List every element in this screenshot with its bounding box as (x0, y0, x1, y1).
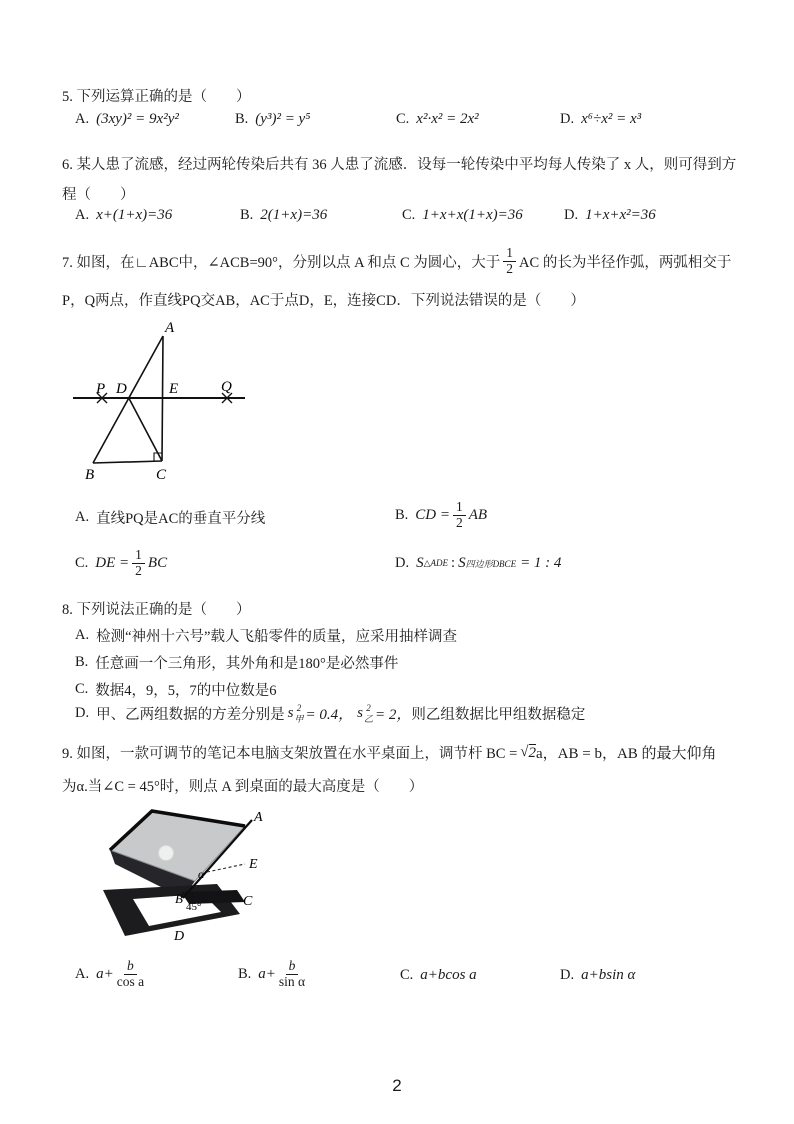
variance-exponent: 2 (296, 703, 302, 714)
q7-option-b (395, 492, 487, 538)
q6-option-c (402, 207, 523, 224)
q8-option-d (75, 703, 585, 724)
variance-supsub (364, 703, 373, 724)
option-label: D. (560, 967, 575, 983)
figure1-label-d: D (116, 381, 127, 397)
fraction-numerator: b (124, 959, 137, 975)
option-label: A. (75, 965, 90, 982)
q6-option-d (564, 207, 656, 224)
ratio-colon: : (451, 555, 456, 571)
fraction-numerator: b (286, 959, 299, 975)
figure2-label-d: D (174, 929, 185, 944)
option-formula: (3xy)² = 9x²y² (96, 111, 179, 127)
option-label: C. (75, 681, 89, 697)
option-label: C. (396, 111, 410, 127)
q9-text-pre: 9. 如图，一款可调节的笔记本电脑支架放置在水平桌面上，调节杆 BC = (62, 746, 518, 762)
option-label: B. (238, 965, 252, 982)
q9-option-c (400, 967, 477, 984)
q9-option-a (75, 950, 147, 998)
option-pre: a+ (258, 965, 276, 982)
option-label: B. (240, 207, 254, 223)
q5-option-a (75, 111, 179, 128)
fraction-denominator: 2 (135, 562, 142, 578)
option-text: 任意画一个三角形，其外角和是180°是必然事件 (95, 656, 399, 672)
question-9-line1 (62, 742, 717, 763)
figure2-label-a: A (254, 810, 263, 825)
fraction (453, 500, 466, 531)
side-ac (162, 336, 163, 461)
option-formula: x+(1+x)=36 (96, 207, 173, 223)
figure2-label-e: E (249, 857, 258, 872)
fraction (132, 548, 145, 579)
laptop-stand-figure (95, 806, 305, 956)
option-label: C. (75, 554, 89, 571)
option-pre: CD = (415, 506, 451, 523)
option-label: B. (75, 654, 89, 670)
option-formula: a+bcos a (420, 967, 477, 983)
variance-value: = 2， (374, 707, 412, 723)
q5-option-b (235, 111, 310, 128)
fraction-denominator: sin α (278, 973, 306, 989)
question-9-line2: 为α.当∠C = 45°时，则点 A 到桌面的最大高度是（ ） (62, 779, 424, 795)
area-symbol: S (416, 555, 424, 571)
side-bc (93, 461, 162, 463)
question-6-line1: 6. 某人患了流感，经过两轮传染后共有 36 人患了流感．设每一轮传染中平均每人传染了 x 人，则可得到方 (62, 157, 737, 173)
q9-option-b (238, 950, 308, 998)
q7-option-d (395, 555, 561, 572)
figure1-label-a: A (165, 320, 175, 336)
q7-fraction (503, 246, 516, 277)
variance-supsub (294, 703, 303, 724)
area-subscript: △ADE (423, 558, 449, 568)
fraction-numerator: 1 (132, 548, 145, 564)
option-text: 数据4，9，5，7的中位数是6 (95, 683, 277, 699)
q7-option-c (75, 540, 167, 586)
option-formula: a+bsin α (581, 967, 636, 983)
figure1-label-b: B (85, 467, 95, 483)
figure1-label-q: Q (221, 379, 232, 395)
fraction-denominator: 2 (456, 514, 463, 530)
option-label: D. (564, 207, 579, 223)
variance-symbol: s (287, 705, 294, 721)
q9-text-post: a，AB = b，AB 的最大仰角 (536, 746, 717, 762)
option-post: AB (468, 506, 488, 523)
variance-value: = 0.4， (305, 707, 354, 723)
option-pre: 甲、乙两组数据的方差分别是 (96, 707, 285, 723)
figure2-label-alpha: α (198, 867, 205, 881)
option-formula: 1+x+x²=36 (585, 207, 656, 223)
option-label: B. (235, 111, 249, 127)
option-label: C. (402, 207, 416, 223)
figure1-label-c: C (156, 467, 167, 483)
figure1-label-e: E (169, 381, 179, 397)
fraction-numerator: 1 (453, 500, 466, 516)
figure2-label-b: B (175, 891, 183, 906)
option-formula: x²·x² = 2x² (416, 111, 479, 127)
option-post: 则乙组数据比甲组数据稳定 (411, 707, 586, 723)
option-pre: a+ (96, 965, 114, 982)
variance-exponent: 2 (366, 703, 371, 714)
area-symbol: S (458, 555, 466, 571)
variance-subscript: 甲 (294, 713, 304, 724)
option-label: A. (75, 111, 90, 127)
fraction (117, 959, 144, 990)
option-text: 检测“神州十六号”载人飞船零件的质量，应采用抽样调查 (96, 629, 457, 645)
option-label: C. (400, 967, 414, 983)
question-7-line2: P，Q两点，作直线PQ交AB，AC于点D，E，连接CD．下列说法错误的是（ ） (62, 293, 585, 309)
q6-option-b (240, 207, 327, 224)
radical-sign: √ (520, 744, 529, 760)
q6-option-a (75, 207, 172, 224)
q9-option-d (560, 967, 635, 984)
question-6-line2: 程（ ） (62, 187, 135, 203)
ratio-value: = 1 : 4 (520, 555, 562, 571)
question-8-title: 8. 下列说法正确的是（ ） (62, 602, 251, 618)
variance-symbol: s (357, 705, 363, 721)
fraction-numerator: 1 (503, 246, 516, 262)
q7-option-a (75, 507, 265, 528)
option-label: A. (75, 509, 90, 525)
figure1-label-p: P (96, 381, 106, 397)
fraction-denominator: 2 (506, 260, 514, 276)
variance-subscript: 乙 (363, 713, 373, 724)
radicand: 2 (528, 744, 537, 761)
option-formula: 1+x+x(1+x)=36 (422, 207, 523, 223)
figure2-label-c: C (243, 894, 253, 909)
option-label: A. (75, 627, 90, 643)
page-number: 2 (392, 1076, 402, 1095)
q7-text-post: AC 的长为半径作弧，两弧相交于 (519, 254, 732, 271)
option-formula: x⁶÷x² = x³ (581, 111, 642, 127)
option-post: BC (147, 554, 168, 571)
option-label: D. (560, 111, 575, 127)
segment-dc (129, 398, 162, 461)
figure2-label-45deg: 45° (186, 901, 202, 913)
q7-text-pre: 7. 如图，在∟ABC中，∠ACB=90°，分别以点 A 和点 C 为圆心，大于 (62, 254, 501, 271)
option-label: A. (75, 207, 90, 223)
q5-option-d (560, 111, 641, 128)
option-pre: DE = (95, 554, 130, 571)
option-label: B. (395, 506, 409, 523)
option-formula: 2(1+x)=36 (260, 207, 328, 223)
fraction-denominator: cos a (116, 973, 145, 989)
q8-option-a (75, 625, 457, 646)
geometry-figure (60, 320, 270, 488)
laptop-logo (159, 846, 174, 861)
q8-option-b (75, 652, 398, 673)
question-5-title: 5. 下列运算正确的是（ ） (62, 89, 251, 105)
q5-option-c (396, 111, 479, 128)
question-7-line1 (62, 240, 731, 282)
option-label: D. (395, 555, 410, 571)
option-label: D. (75, 705, 90, 721)
fraction (279, 959, 305, 990)
area-subscript: 四边形DBCE (465, 559, 517, 569)
q8-option-c (75, 679, 277, 700)
option-formula: (y³)² = y⁵ (255, 111, 311, 127)
option-text: 直线PQ是AC的垂直平分线 (96, 511, 266, 527)
